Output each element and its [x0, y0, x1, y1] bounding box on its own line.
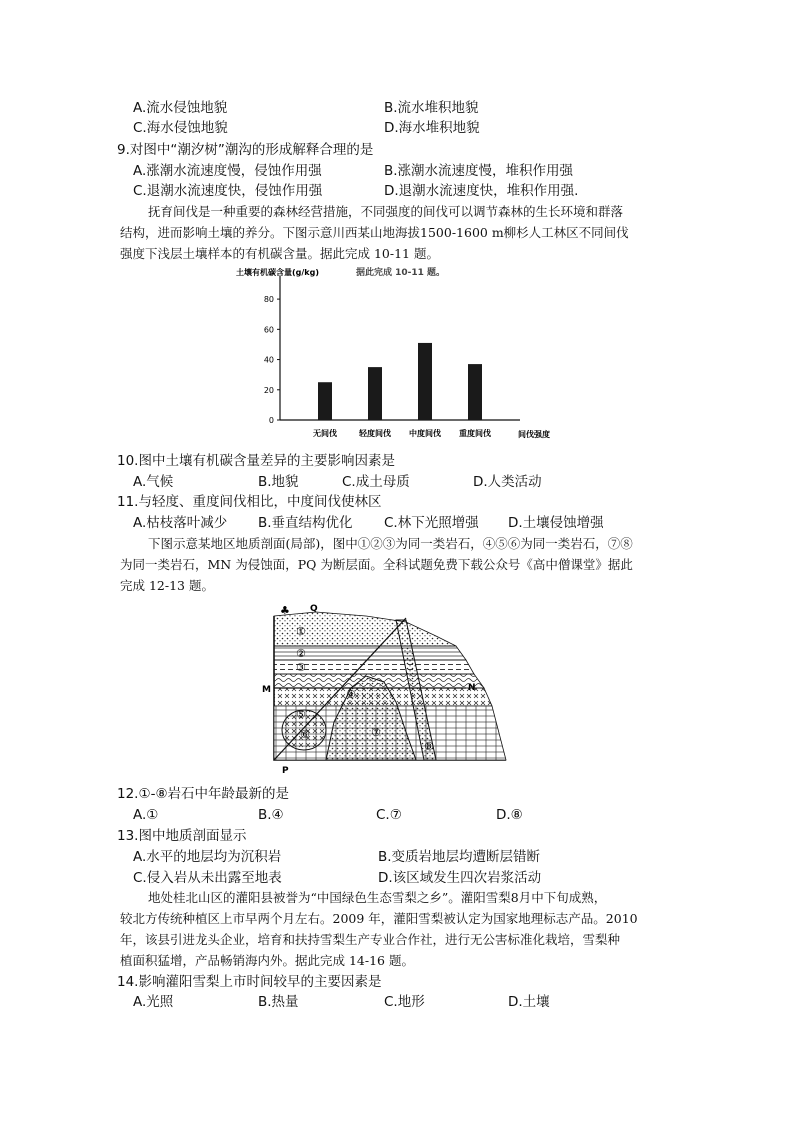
label-6: ⑥: [300, 728, 310, 741]
q9-option-d: D.退潮水流速度快，堆积作用强.: [384, 183, 579, 199]
bar-1: [318, 382, 332, 420]
x-tick-label: 轻度间伐: [359, 429, 391, 438]
label-1: ①: [296, 625, 306, 638]
label-n: N: [468, 683, 476, 693]
q11-option-b: B.垂直结构优化: [258, 515, 353, 531]
q11-stem: 11.与轻度、重度间伐相比，中度间伐使林区: [117, 494, 382, 510]
q10-option-c: C.成土母质: [342, 474, 410, 490]
q13-option-c: C.侵入岩从未出露至地表: [133, 870, 282, 886]
q14-stem: 14.影响灌阳雪梨上市时间较早的主要因素是: [117, 974, 382, 990]
passage-10-11-line3: 强度下浅层土壤样本的有机碳含量。据此完成 10-11 题。: [120, 246, 439, 261]
organic-carbon-bar-chart: [232, 262, 572, 448]
q12-option-c: C.⑦: [376, 807, 402, 823]
passage-14-16: [120, 887, 676, 971]
q8-option-b: B.流水堆积地貌: [384, 100, 479, 116]
bar-2: [368, 367, 382, 420]
q13-option-a: A.水平的地层均为沉积岩: [133, 849, 282, 865]
q14-option-a: A.光照: [133, 994, 174, 1010]
q10-option-b: B.地貌: [258, 474, 299, 490]
q8-option-c: C.海水侵蚀地貌: [133, 120, 228, 136]
label-m: M: [262, 685, 271, 695]
label-8: ⑧: [424, 740, 434, 753]
passage-14-16-line3: 年，该县引进龙头企业，培育和扶持雪梨生产专业合作社，进行无公害标准化栽培，雪梨种: [120, 932, 621, 947]
tree-icon: ♣: [280, 604, 290, 617]
q9-option-b: B.涨潮水流速度慢，堆积作用强: [384, 163, 574, 179]
label-q: Q: [310, 604, 318, 614]
q12-option-b: B.④: [258, 807, 284, 823]
x-tick-label: 中度间伐: [409, 429, 441, 438]
q14-option-c: C.地形: [384, 994, 425, 1010]
x-tick-label: 重度间伐: [459, 429, 491, 438]
label-5: ⑤: [296, 708, 306, 721]
q10-option-a: A.气候: [133, 474, 174, 490]
chart-overlay-text: 据此完成 10-11 题。: [356, 268, 446, 278]
q12-option-d: D.⑧: [496, 807, 523, 823]
y-tick-label: 80: [263, 295, 274, 305]
bar-4: [468, 364, 482, 420]
label-2: ②: [296, 647, 306, 660]
x-axis-label: 间伐强度: [518, 430, 550, 439]
q11-option-a: A.枯枝落叶减少: [133, 515, 228, 531]
q13-option-b: B.变质岩地层均遭断层错断: [378, 849, 541, 865]
q9-option-c: C.退潮水流速度快，侵蚀作用强: [133, 183, 323, 199]
label-7: ⑦: [371, 726, 381, 739]
q14-option-b: B.热量: [258, 994, 299, 1010]
q14-option-d: D.土壤: [508, 994, 550, 1010]
y-tick-label: 0: [268, 416, 274, 425]
q12-option-a: A.①: [133, 807, 159, 823]
bar-3: [418, 343, 432, 420]
passage-12-13: [120, 533, 676, 596]
label-3: ③: [296, 661, 306, 674]
passage-14-16-line2: 较北方传统种植区上市早两个月左右。2009 年，灌阳雪梨被认定为国家地理标志产品。2010: [120, 911, 638, 926]
q11-option-d: D.土壤侵蚀增强: [508, 515, 604, 531]
label-p: P: [282, 766, 289, 776]
passage-12-13-line1: 下图示意某地区地质剖面(局部)，图中①②③为同一类岩石，④⑤⑥为同一类岩石，⑦⑧: [148, 536, 633, 551]
y-tick-label: 40: [263, 355, 274, 365]
passage-10-11: [120, 201, 676, 264]
passage-14-16-line4: 植面积猛增，产品畅销海内外。据此完成 14-16 题。: [120, 953, 414, 968]
y-tick-label: 20: [263, 385, 274, 395]
passage-14-16-line1: 地处桂北山区的灌阳县被誉为“中国绿色生态雪梨之乡”。灌阳雪梨8月中下旬成熟，: [148, 890, 607, 905]
q10-option-d: D.人类活动: [473, 474, 542, 490]
passage-10-11-line1: 抚育间伐是一种重要的森林经营措施，不同强度的间伐可以调节森林的生长环境和群落: [148, 204, 624, 219]
q13-option-d: D.该区域发生四次岩浆活动: [378, 870, 542, 886]
passage-10-11-line2: 结构，进而影响土壤的养分。下图示意川西某山地海拔1500-1600 m柳杉人工林区不同间伐: [120, 225, 629, 240]
passage-12-13-line3: 完成 12-13 题。: [120, 578, 214, 593]
q12-stem: 12.①-⑧岩石中年龄最新的是: [117, 786, 290, 802]
label-4: ④: [346, 688, 356, 701]
geological-section-figure: [256, 602, 526, 778]
x-tick-label: 无间伐: [313, 429, 337, 438]
q8-option-d: D.海水堆积地貌: [384, 120, 480, 136]
q13-stem: 13.图中地质剖面显示: [117, 828, 247, 844]
q9-option-a: A.涨潮水流速度慢，侵蚀作用强: [133, 163, 322, 179]
y-axis-label: 土壤有机碳含量(g/kg): [236, 268, 320, 277]
q11-option-c: C.林下光照增强: [384, 515, 479, 531]
q10-stem: 10.图中土壤有机碳含量差异的主要影响因素是: [117, 453, 395, 469]
q9-stem: 9.对图中“潮汐树”潮沟的形成解释合理的是: [117, 142, 374, 158]
q8-option-a: A.流水侵蚀地貌: [133, 100, 228, 116]
y-tick-label: 60: [263, 325, 274, 335]
passage-12-13-line2: 为同一类岩石，MN 为侵蚀面，PQ 为断层面。全科试题免费下载公众号《高中僧课堂》据此: [120, 557, 633, 572]
